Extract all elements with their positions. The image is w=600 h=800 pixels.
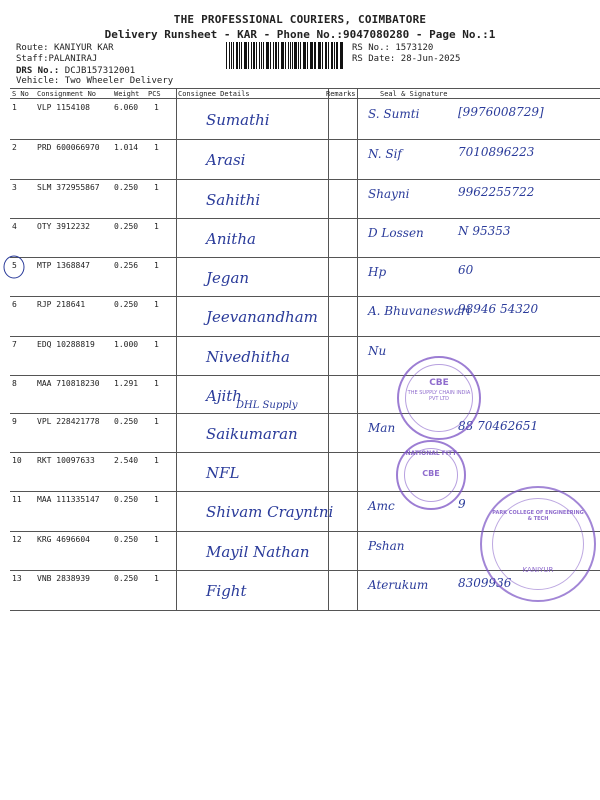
row-weight: 1.014	[114, 143, 139, 152]
route-line: Route: KANIYUR KAR	[16, 43, 114, 53]
row-sno: 6	[12, 300, 17, 309]
row-consignee-name: Nivedhitha	[206, 348, 290, 366]
row-consignment-no: SLM 372955867	[37, 183, 100, 192]
col-header-seal: Seal & Signature	[380, 90, 448, 98]
row-rule	[10, 452, 600, 453]
barcode	[226, 42, 344, 69]
row-consignment-no: PRD 600066970	[37, 143, 100, 152]
row-phone-note: 98946 54320	[458, 302, 539, 316]
row-sno: 11	[12, 495, 22, 504]
row-rule	[10, 139, 600, 140]
row-weight: 0.250	[114, 183, 139, 192]
row-sno: 9	[12, 417, 17, 426]
college-stamp: PARK COLLEGE OF ENGINEERING & TECH KANIYUR	[480, 486, 596, 602]
row-weight: 0.250	[114, 417, 139, 426]
row-sno: 3	[12, 183, 17, 192]
row-consignment-no: MAA 710818230	[37, 379, 100, 388]
row-pcs: 1	[154, 379, 159, 388]
row-weight: 0.256	[114, 261, 139, 270]
row-rule	[10, 336, 600, 337]
row-weight: 2.540	[114, 456, 139, 465]
row-consignee-note: DHL Supply	[236, 400, 298, 411]
row-consignee-name: Jegan	[206, 269, 250, 287]
row-consignment-no: MAA 111335147	[37, 495, 100, 504]
row-sno: 4	[12, 222, 17, 231]
rs-no-line: RS No.: 1573120	[352, 43, 434, 53]
route-value: KANIYUR KAR	[53, 43, 114, 53]
row-phone-note: 9	[458, 497, 466, 511]
col-header-consignment: Consignment No	[37, 90, 97, 98]
row-rule	[10, 296, 600, 297]
col-header-consignee: Consignee Details	[178, 90, 250, 98]
row-rule	[10, 413, 600, 414]
row-consignee-name: Anitha	[206, 230, 256, 248]
row-consignee-name: Ajith	[206, 387, 242, 405]
row-weight: 1.000	[114, 340, 139, 349]
row-consignee-name: Sahithi	[206, 191, 261, 209]
col-header-sno: S No	[12, 90, 29, 98]
runsheet-subtitle: Delivery Runsheet - KAR - Phone No.:9047080280 - Page No.:1	[104, 28, 496, 41]
row-weight: 0.250	[114, 574, 139, 583]
row-pcs: 1	[154, 495, 159, 504]
row-phone-note: 9962255722	[458, 185, 535, 199]
rs-date-line: RS Date: 28-Jun-2025	[352, 54, 461, 64]
staff-line: Staff:PALANIRAJ	[16, 54, 98, 64]
row-pcs: 1	[154, 535, 159, 544]
row-consignee-name: Arasi	[206, 151, 246, 169]
row-consignee-name: Jeevanandham	[206, 308, 318, 326]
row-rule	[10, 218, 600, 219]
drs-value: DCJB157312001	[64, 66, 136, 76]
row-rule	[10, 610, 600, 611]
row-consignment-no: VPL 228421778	[37, 417, 100, 426]
row-phone-note: 60	[458, 263, 474, 277]
table-top-rule	[10, 88, 600, 89]
row-weight: 1.291	[114, 379, 139, 388]
row-signature: S. Sumti	[368, 107, 420, 121]
row-sno: 7	[12, 340, 17, 349]
row-rule	[10, 375, 600, 376]
row-weight: 0.250	[114, 222, 139, 231]
row-signature: Aterukum	[368, 578, 429, 592]
row-signature: D Lossen	[368, 226, 424, 240]
row-consignment-no: VNB 2838939	[37, 574, 90, 583]
col-header-pcs: PCS	[148, 90, 161, 98]
row-phone-note: 7010896223	[458, 145, 535, 159]
row-sno: 2	[12, 143, 17, 152]
row-pcs: 1	[154, 261, 159, 270]
row-consignee-name: Shivam Crayntni	[206, 503, 334, 521]
row-sno: 8	[12, 379, 17, 388]
row-signature: A. Bhuvaneswari	[368, 304, 471, 318]
rs-date-value: 28-Jun-2025	[400, 54, 461, 64]
row-pcs: 1	[154, 417, 159, 426]
company-title: THE PROFESSIONAL COURIERS, COIMBATORE	[173, 13, 427, 26]
circle-mark	[2, 254, 28, 280]
row-consignment-no: MTP 1368847	[37, 261, 90, 270]
row-weight: 0.250	[114, 535, 139, 544]
table-header-rule	[10, 98, 600, 99]
row-consignee-name: Fight	[206, 582, 247, 600]
row-pcs: 1	[154, 143, 159, 152]
row-sno: 13	[12, 574, 22, 583]
row-consignee-name: Saikumaran	[206, 425, 298, 443]
row-pcs: 1	[154, 456, 159, 465]
row-consignee-name: NFL	[206, 464, 240, 482]
row-consignment-no: KRG 4696604	[37, 535, 90, 544]
row-signature: Amc	[368, 499, 395, 513]
row-consignment-no: VLP 1154108	[37, 103, 90, 112]
row-consignee-name: Sumathi	[206, 111, 270, 129]
staff-value: PALANIRAJ	[48, 54, 98, 64]
row-signature: Shayni	[368, 187, 410, 201]
row-weight: 0.250	[114, 300, 139, 309]
row-weight: 0.250	[114, 495, 139, 504]
row-signature: Pshan	[368, 539, 405, 553]
row-consignee-name: Mayil Nathan	[206, 543, 310, 561]
row-consignment-no: EDQ 10288819	[37, 340, 95, 349]
vehicle-value: Two Wheeler Delivery	[64, 76, 174, 86]
row-pcs: 1	[154, 300, 159, 309]
row-signature: N. Sif	[368, 147, 402, 161]
row-weight: 6.060	[114, 103, 139, 112]
row-rule	[10, 179, 600, 180]
row-signature: Hp	[368, 265, 387, 279]
row-pcs: 1	[154, 103, 159, 112]
row-signature: Man	[368, 421, 396, 435]
row-consignment-no: RKT 10097633	[37, 456, 95, 465]
row-phone-note: N 95353	[458, 224, 511, 238]
vehicle-line: Vehicle: Two Wheeler Delivery	[16, 76, 174, 86]
row-pcs: 1	[154, 574, 159, 583]
row-consignment-no: RJP 218641	[37, 300, 86, 309]
row-sno: 1	[12, 103, 17, 112]
rs-no-value: 1573120	[395, 43, 434, 53]
row-pcs: 1	[154, 222, 159, 231]
col-header-weight: Weight	[114, 90, 140, 98]
row-phone-note: [9976008729]	[458, 105, 544, 119]
row-consignment-no: OTY 3912232	[37, 222, 90, 231]
row-pcs: 1	[154, 183, 159, 192]
national-fitt-stamp: NATIONAL FITT CBE	[396, 440, 466, 510]
row-rule	[10, 257, 600, 258]
row-sno: 10	[12, 456, 22, 465]
drs-line: DRS No.: DCJB157312001	[16, 66, 136, 76]
row-phone-note: 88 70462651	[458, 419, 539, 433]
row-sno: 5	[12, 261, 17, 270]
supply-chain-stamp: THE SUPPLY CHAIN INDIA PVT LTD CBE	[397, 356, 481, 440]
row-signature: Nu	[368, 344, 387, 358]
row-pcs: 1	[154, 340, 159, 349]
row-phone-note: 8309936	[458, 576, 512, 590]
col-header-remarks: Remarks	[326, 90, 356, 98]
row-sno: 12	[12, 535, 22, 544]
